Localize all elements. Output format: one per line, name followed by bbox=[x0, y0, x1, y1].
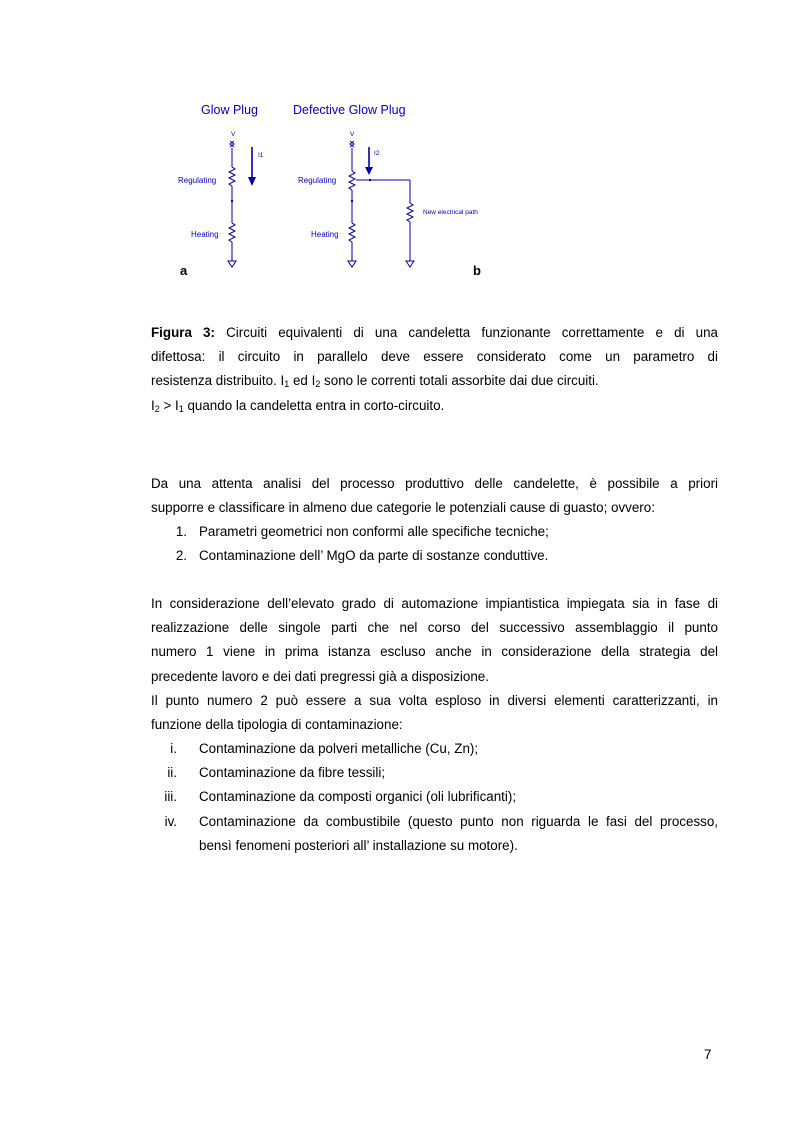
caption-line-2: difettosa: il circuito in parallelo deve essere considerato come un parametro di bbox=[151, 349, 718, 365]
ground-symbol-b bbox=[348, 261, 356, 267]
paragraph-line: realizzazione delle singole parti che nel corso del successivo assemblaggio il punto bbox=[151, 620, 718, 636]
ground-symbol-c bbox=[406, 261, 414, 267]
caption-line-1: Figura 3: Circuiti equivalenti di una candeletta funzionante correttamente e di una bbox=[151, 325, 719, 340]
roman-list bbox=[151, 737, 718, 858]
source-symbol-a bbox=[230, 141, 234, 147]
paragraph-line: Da una attenta analisi del processo produttivo delle candelette, è possibile a priori bbox=[151, 476, 718, 491]
numbered-list bbox=[151, 520, 718, 568]
regulating-resistor-a bbox=[229, 167, 235, 186]
source-symbol-b bbox=[350, 141, 354, 147]
glow-plug-title: Glow Plug bbox=[201, 103, 258, 117]
defective-glow-plug-title: Defective Glow Plug bbox=[293, 103, 406, 117]
list-marker: 1. bbox=[175, 524, 187, 539]
current-label-i2: I2 bbox=[374, 150, 380, 157]
list-marker: 2. bbox=[175, 548, 187, 564]
heating-resistor-a bbox=[229, 223, 235, 242]
list-item-continuation bbox=[151, 834, 718, 858]
paragraph-line: supporre e classificare in almeno due categorie le potenziali cause di guasto; ovvero: bbox=[151, 500, 655, 516]
circuit-diagram bbox=[170, 95, 500, 285]
regulating-resistor-b bbox=[349, 171, 355, 190]
list-marker: iii. bbox=[164, 789, 177, 805]
list-item-text: Contaminazione dell’ MgO da parte di sostanze conduttive. bbox=[199, 548, 549, 564]
new-path-resistor bbox=[407, 203, 413, 222]
current-arrow-i1 bbox=[248, 177, 256, 186]
paragraph-line: Il punto numero 2 può essere a sua volta esploso in diversi elementi caratterizzanti, in bbox=[151, 692, 718, 708]
current-arrow-i2 bbox=[365, 167, 373, 175]
panel-label-b: b bbox=[473, 263, 481, 278]
list-item bbox=[151, 785, 718, 809]
circuit-a bbox=[178, 131, 264, 278]
panel-label-a: a bbox=[180, 263, 188, 278]
regulating-label-a: Regulating bbox=[178, 176, 217, 185]
list-item bbox=[151, 761, 718, 785]
regulating-label-b: Regulating bbox=[298, 176, 337, 185]
current-label-i1: I1 bbox=[258, 152, 264, 159]
caption-prefix: Figura 3: bbox=[151, 325, 215, 340]
list-item bbox=[151, 737, 718, 761]
list-marker: ii. bbox=[167, 765, 177, 781]
circuit-b bbox=[298, 131, 481, 278]
paragraph-automation bbox=[151, 592, 718, 737]
list-item bbox=[151, 544, 718, 568]
paragraph-line: In considerazione dell’elevato grado di automazione impiantistica impiegata sia in fase di bbox=[151, 596, 718, 611]
heating-resistor-b bbox=[349, 223, 355, 242]
voltage-label-b: V bbox=[350, 131, 355, 138]
ground-symbol-a bbox=[228, 261, 236, 267]
circuit-diagram-figure bbox=[170, 95, 500, 285]
heating-label-a: Heating bbox=[191, 230, 219, 239]
list-item-text: Contaminazione da polveri metalliche (Cu, Zn); bbox=[199, 741, 479, 756]
list-item bbox=[151, 810, 718, 834]
list-marker: i. bbox=[170, 741, 177, 756]
list-item-text: bensì fenomeni posteriori all’ installazione su motore). bbox=[199, 837, 518, 853]
paragraph-line: precedente lavoro e dei dati pregressi già a disposizione. bbox=[151, 668, 489, 684]
list-marker: iv. bbox=[164, 813, 177, 829]
figure-caption bbox=[151, 321, 718, 418]
new-electrical-path-label: New electrical path bbox=[423, 209, 478, 216]
caption-line-3: resistenza distribuito. $I_1$ ed $I_2$ sono le correnti totali assorbite dai due circuiti. bbox=[151, 373, 599, 390]
paragraph-line: funzione della tipologia di contaminazione: bbox=[151, 717, 403, 733]
paragraph-line: numero 1 viene in prima istanza escluso anche in considerazione della strategia del bbox=[151, 644, 718, 660]
list-item-text: Contaminazione da fibre tessili; bbox=[199, 765, 386, 781]
list-item-text: Contaminazione da combustibile (questo punto non riguarda le fasi del processo, bbox=[199, 813, 718, 829]
heating-label-b: Heating bbox=[311, 230, 339, 239]
list-item-text: Contaminazione da composti organici (oli lubrificanti); bbox=[199, 789, 517, 805]
page-number: 7 bbox=[704, 1047, 712, 1062]
voltage-label-a: V bbox=[231, 131, 236, 138]
list-item bbox=[151, 520, 718, 544]
paragraph-analysis bbox=[151, 472, 718, 520]
caption-line-4: $I_2 > I_1$ quando la candeletta entra in corto-circuito. bbox=[151, 397, 445, 414]
list-item-text: Parametri geometrici non conformi alle specifiche tecniche; bbox=[199, 524, 549, 539]
